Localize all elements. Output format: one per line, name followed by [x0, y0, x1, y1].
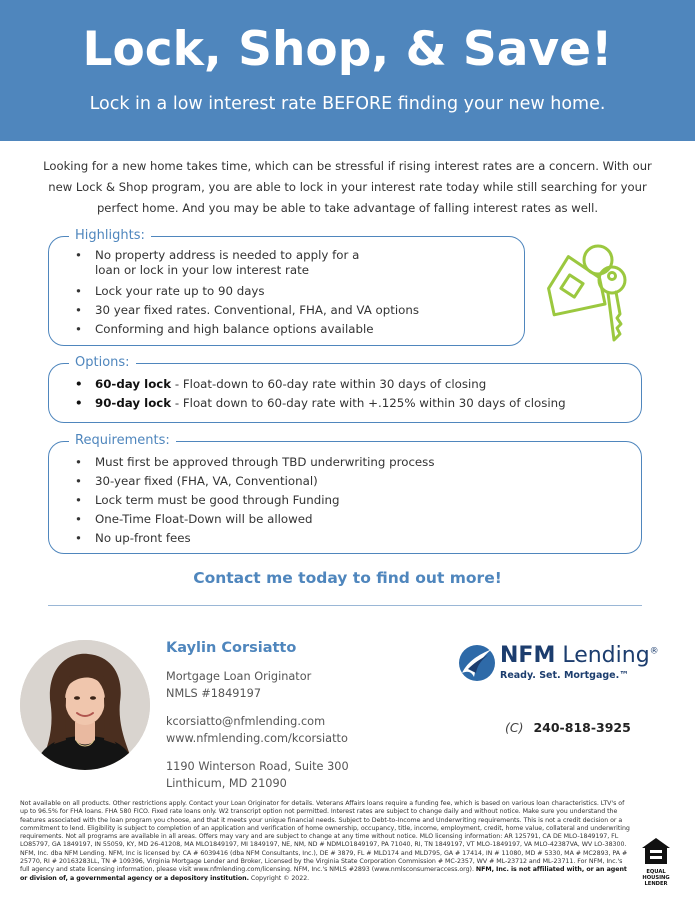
list-item: • Lock term must be good through Funding: [49, 491, 641, 510]
option-description: - Float-down to 60-day rate within 30 days of closing: [171, 377, 487, 391]
option-term: 60-day lock: [95, 377, 172, 391]
contact-website[interactable]: www.nfmlending.com/kcorsiatto: [166, 732, 348, 745]
equal-housing-line2: LENDER: [644, 881, 668, 887]
phone-value: 240-818-3925: [533, 720, 631, 735]
list-item: • 30-year fixed (FHA, VA, Conventional): [49, 472, 641, 491]
nfm-swoosh-icon: [458, 643, 496, 683]
option-description: - Float down to 60-day rate with +.125% within 30 days of closing: [171, 396, 566, 410]
disclaimer-bold: NFM, Inc. is not affiliated with, or an agent or division of, a governmental agency or a depository institution.: [20, 866, 627, 882]
list-item: • Must first be approved through TBD underwriting process: [49, 453, 641, 472]
list-item: • One-Time Float-Down will be allowed: [49, 510, 641, 529]
divider: [48, 605, 642, 606]
copyright-text: Copyright © 2022.: [248, 874, 310, 882]
portrait-illustration: [20, 640, 150, 770]
brand-name-light: Lending: [555, 643, 650, 668]
options-box: [48, 355, 642, 423]
registered-mark: ®: [649, 646, 659, 657]
brand-name: [500, 643, 659, 668]
requirements-label: Requirements:: [69, 433, 176, 448]
contact-title: Mortgage Loan Originator: [166, 670, 312, 683]
disclaimer-text: Not available on all products. Other restrictions apply. Contact your Loan Originator for details. Veterans Affairs loans require a funding fee, which is based on various loan characteristics. LTV's of up to 96.5% for FHA loans. FHA 580 FICO. Fixed rate loans only. W2 transcript option not permitted. Interest rates are subject to change daily and without notice. Make sure you understand the features associated with the loan program you choose, and that it meets your unique financial needs. Subject to Debt-to-Income and Underwriting requirements. This is not a credit decision or a commitment to lend. Eligibility is subject to completion of an application and verification of home ownership, occupancy, title, income, employment, credit, home value, collateral and underwriting requirements. Not all programs are available in all areas. Offers may vary and are subject to change at any time without notice. MLO licensing information: AR 125791, CA DE MLO-1849197, FL LO85797, GA 1849197, IN 55059, KY, MD 26-41208, MA MLO1849197, MI 1849197, NE, NM, ND # NDMLO1849197, PA 71040, RI, TN 1849197, VT MLO-1849197, VA MLO-42387VA, WV LO-38300. NFM, Inc. dba NFM Lending. NFM, Inc is licensed by: CA # 6039416 (dba NFM Consultants, Inc.), DE # 3879, FL # MLD174 and MLD795, GA # 17414, IN # 11080, MD # 5330, MA # MC2893, PA # 25770, RI # 20163283LL, TN # 109396, Virginia Mortgage Lender and Broker, Licensed by the Virginia State Corporation Commission # MC-2357, WV # ML-23712 and ML-23711. For NFM, Inc.'s full agency and state licensing information, please visit www.nfmlending.com/licensing. NFM, Inc.'s NMLS #2893 (www.nmlsconsumeraccess.org).: [20, 800, 630, 874]
brand-tagline: Ready. Set. Mortgage.™: [500, 670, 629, 681]
legal-disclaimer: [20, 800, 632, 883]
contact-card: [166, 640, 416, 792]
intro-paragraph: Looking for a new home takes time, which can be stressful if rising interest rates are a concern. With our new Lock & Shop program, you are able to lock in your interest rate today while still searching for your perfect home. And you may be able to take advantage of falling interest rates as well.: [43, 159, 652, 215]
contact-address-line1: 1190 Winterson Road, Suite 300: [166, 760, 349, 773]
equal-housing-house-icon: [641, 837, 671, 865]
contact-name: Kaylin Corsiatto: [166, 640, 297, 656]
phone-number[interactable]: [505, 720, 631, 735]
profile-photo: [20, 640, 150, 770]
page-title: Lock, Shop, & Save!: [82, 22, 613, 77]
header-banner: [0, 0, 695, 141]
requirements-box: [48, 433, 642, 554]
list-item: [49, 375, 641, 394]
list-item: • No property address is needed to apply for a loan or lock in your low interest rate: [49, 248, 524, 282]
contact-nmls: NMLS #1849197: [166, 687, 262, 700]
option-term: 90-day lock: [95, 396, 172, 410]
list-item: • No up-front fees: [49, 529, 641, 548]
options-label: Options:: [69, 355, 136, 370]
brand-name-bold: NFM: [500, 643, 556, 668]
highlights-list: [49, 237, 524, 339]
list-item: [49, 394, 641, 413]
nfm-lending-logo: [458, 643, 668, 687]
contact-address-line2: Linthicum, MD 21090: [166, 777, 287, 790]
list-item: • Conforming and high balance options available: [49, 320, 524, 339]
equal-housing-line1: EQUAL HOUSING: [642, 869, 670, 881]
highlights-label: Highlights:: [69, 228, 151, 243]
house-key-icon: [540, 238, 632, 348]
list-item: • 30 year fixed rates. Conventional, FHA, and VA options: [49, 301, 524, 320]
list-item: • Lock your rate up to 90 days: [49, 282, 524, 301]
call-to-action: Contact me today to find out more!: [193, 569, 502, 587]
highlights-box: [48, 228, 525, 346]
equal-housing-lender-icon: [636, 837, 676, 887]
requirements-list: [49, 442, 641, 548]
options-list: [49, 364, 641, 413]
contact-email[interactable]: kcorsiatto@nfmlending.com: [166, 715, 326, 728]
phone-label: (C): [505, 720, 524, 735]
page-subtitle: Lock in a low interest rate BEFORE finding your new home.: [89, 94, 606, 114]
